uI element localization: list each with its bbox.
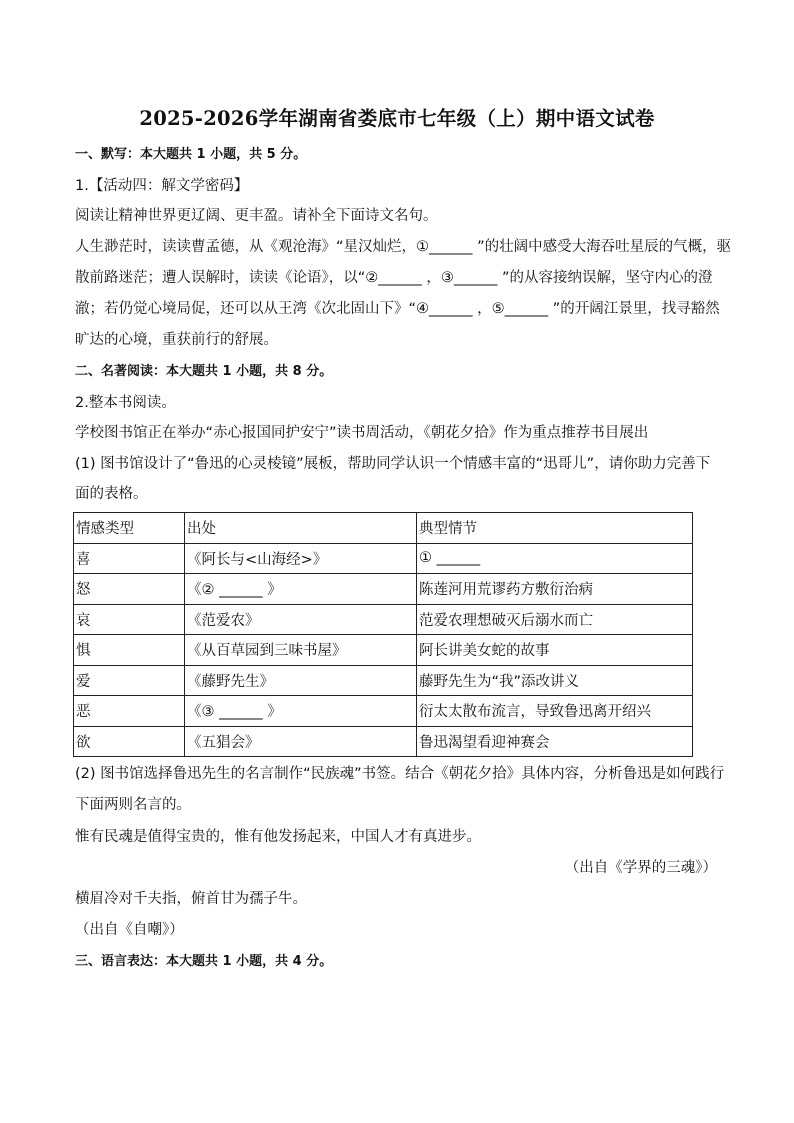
table-cell: ① ______ — [417, 543, 693, 574]
table-cell: 哀 — [74, 604, 185, 635]
question-1-text-line: 散前路迷茫；遭人误解时，读读《论语》，以“②______ ，③______ ”的从容接纳误解，坚守内心的澄 — [75, 270, 713, 286]
table-cell: 鲁迅渴望看迎神赛会 — [417, 726, 693, 757]
table-row — [74, 604, 693, 635]
quote-1-source: （出自《学界的三魂》） — [564, 860, 717, 876]
question-1-text-line: 人生渺茫时，读读曹孟德，从《观沧海》“星汉灿烂，①______ ”的壮阔中感受大海吞吐星辰的气概，驱 — [75, 239, 732, 255]
table-cell: 衍太太散布流言，导致鲁迅离开绍兴 — [417, 696, 693, 727]
question-1-text-line: 澈；若仍觉心境局促，还可以从王湾《次北固山下》“④______ ，⑤______ ”的开阔江景里，找寻豁然 — [75, 301, 720, 317]
table-cell: 《藤野先生》 — [185, 665, 417, 696]
section-heading-2: 二、名著阅读：本大题共 1 小题，共 8 分。 — [75, 364, 333, 379]
section-heading-1: 一、默写：本大题共 1 小题，共 5 分。 — [75, 147, 307, 162]
table-cell: 《② ______ 》 — [185, 574, 417, 605]
question-1-heading: 1.【活动四：解文学密码】 — [75, 178, 249, 194]
table-row — [74, 696, 693, 727]
table-cell: 《五猖会》 — [185, 726, 417, 757]
table-header-cell: 出处 — [185, 513, 417, 544]
page-title: 2025-2026学年湖南省娄底市七年级（上）期中语文试卷 — [139, 107, 655, 130]
table-row — [74, 635, 693, 666]
table-header-row — [74, 513, 693, 544]
subquestion-2-text: 下面两则名言的。 — [75, 797, 191, 813]
table-cell: 《从百草园到三味书屋》 — [185, 635, 417, 666]
table-cell: 《阿长与<山海经>》 — [185, 543, 417, 574]
table-cell: 《③ ______ 》 — [185, 696, 417, 727]
quote-1: 惟有民魂是值得宝贵的，惟有他发扬起来，中国人才有真进步。 — [75, 829, 481, 845]
table-cell: 藤野先生为“我”添改讲义 — [417, 665, 693, 696]
table-cell: 喜 — [74, 543, 185, 574]
question-2-intro: 学校图书馆正在举办“赤心报国同护安宁”读书周活动，《朝花夕拾》作为重点推荐书目展出 — [75, 425, 649, 441]
question-1-text-line: 旷达的心境，重获前行的舒展。 — [75, 332, 278, 348]
table-cell: 范爱农理想破灭后溺水而亡 — [417, 604, 693, 635]
table-cell: 怒 — [74, 574, 185, 605]
table-cell: 惧 — [74, 635, 185, 666]
table-cell: 爱 — [74, 665, 185, 696]
subquestion-1-text: (1) 图书馆设计了“鲁迅的心灵棱镜”展板，帮助同学认识一个情感丰富的“迅哥儿”，请你助力完善下 — [75, 456, 711, 472]
table-cell: 陈莲河用荒谬药方敷衍治病 — [417, 574, 693, 605]
question-1-intro: 阅读让精神世界更辽阔、更丰盈。请补全下面诗文名句。 — [75, 208, 438, 224]
table-cell: 阿长讲美女蛇的故事 — [417, 635, 693, 666]
table-row — [74, 665, 693, 696]
table-row — [74, 726, 693, 757]
table-cell: 欲 — [74, 726, 185, 757]
question-2-heading: 2.整本书阅读。 — [75, 395, 176, 411]
subquestion-2-text: (2) 图书馆选择鲁迅先生的名言制作“民族魂”书签。结合《朝花夕拾》具体内容，分析鲁迅是如何践行 — [75, 766, 725, 782]
quote-2: 横眉冷对千夫指，俯首甘为孺子牛。 — [75, 891, 307, 907]
quote-2-source: （出自《自嘲》） — [75, 922, 184, 938]
table-cell: 《范爱农》 — [185, 604, 417, 635]
table-row — [74, 543, 693, 574]
table-row — [74, 574, 693, 605]
table-header-cell: 情感类型 — [74, 513, 185, 544]
emotion-table — [73, 512, 693, 757]
table-cell: 恶 — [74, 696, 185, 727]
table-header-cell: 典型情节 — [417, 513, 693, 544]
section-heading-3: 三、语言表达：本大题共 1 小题，共 4 分。 — [75, 954, 333, 969]
subquestion-1-text: 面的表格。 — [75, 486, 148, 502]
